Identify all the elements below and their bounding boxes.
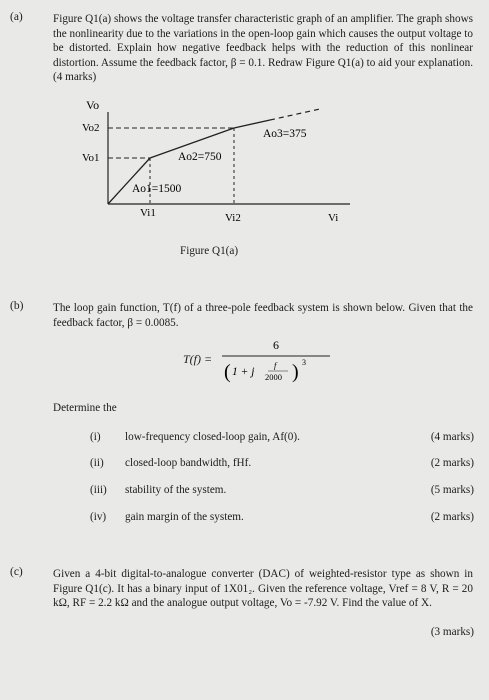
determine-label: Determine the bbox=[53, 402, 117, 414]
label-vo2: Vo2 bbox=[82, 122, 100, 134]
part-b-label: (b) bbox=[10, 300, 24, 312]
eq-f: f bbox=[274, 360, 277, 370]
eq-denom: 2000 bbox=[265, 372, 282, 382]
item-iv-text: gain margin of the system. bbox=[125, 511, 244, 523]
item-iii-num: (iii) bbox=[90, 484, 107, 496]
item-i-num: (i) bbox=[90, 431, 101, 443]
segment-ao3-ext bbox=[270, 109, 320, 120]
eq-numerator: 6 bbox=[273, 338, 279, 352]
part-a-text: Figure Q1(a) shows the voltage transfer characteristic graph of an amplifier. The graph shows the nonlinearity due to the variations in the open-loop gain which causes the output voltage to be distorted. Explain how negative feedback helps with the reduction of this nonlinear distortion. Assume the feedback factor, β = 0.1. Redraw Figure Q1(a) to aid your explanation. (4 marks) bbox=[53, 13, 473, 84]
part-c-text: Given a 4-bit digital-to-analogue converter (DAC) of weighted-resistor type as shown in Figure Q1(c). It has a binary input of 1X01₂. Given the reference voltage, Vref = 8 V, R = 20 kΩ, RF = 2.2 kΩ and the analogue output voltage, Vo = -7.92 V. Find the value of X. bbox=[53, 568, 473, 610]
equation-lhs: T(f) = bbox=[183, 352, 213, 366]
item-ii-marks: (2 marks) bbox=[430, 457, 474, 469]
label-ao2: Ao2=750 bbox=[178, 151, 222, 163]
label-vi: Vi bbox=[328, 212, 339, 224]
label-vo1: Vo1 bbox=[82, 152, 100, 164]
segment-ao3 bbox=[234, 120, 270, 128]
label-ao1: Ao1=1500 bbox=[132, 183, 182, 195]
eq-one-plus-j: 1 + j bbox=[232, 366, 255, 378]
label-ao3: Ao3=375 bbox=[263, 128, 307, 140]
item-iii-text: stability of the system. bbox=[125, 484, 227, 496]
part-c-label: (c) bbox=[10, 566, 23, 578]
figure-q1a bbox=[70, 92, 360, 242]
label-vo: Vo bbox=[86, 98, 100, 112]
part-a-label: (a) bbox=[10, 11, 23, 23]
eq-power: 3 bbox=[302, 358, 306, 367]
part-c-marks: (3 marks) bbox=[376, 626, 474, 638]
figure-caption: Figure Q1(a) bbox=[180, 245, 239, 257]
item-ii-text: closed-loop bandwidth, fHf. bbox=[125, 457, 252, 469]
part-b-text: The loop gain function, T(f) of a three-pole feedback system is shown below. Given that the feedback factor, β = 0.0085. bbox=[53, 302, 473, 329]
item-iii-marks: (5 marks) bbox=[430, 484, 474, 496]
eq-left-paren: ( bbox=[224, 361, 231, 383]
equation-fraction bbox=[218, 335, 338, 385]
segment-ao1 bbox=[108, 158, 150, 204]
item-i-text: low-frequency closed-loop gain, Af(0). bbox=[125, 431, 300, 443]
item-i-marks: (4 marks) bbox=[430, 431, 474, 443]
item-iv-marks: (2 marks) bbox=[430, 511, 474, 523]
item-ii-num: (ii) bbox=[90, 457, 104, 469]
eq-right-paren: ) bbox=[292, 361, 299, 383]
label-vi2: Vi2 bbox=[225, 212, 241, 224]
label-vi1: Vi1 bbox=[140, 207, 156, 219]
item-iv-num: (iv) bbox=[90, 511, 107, 523]
